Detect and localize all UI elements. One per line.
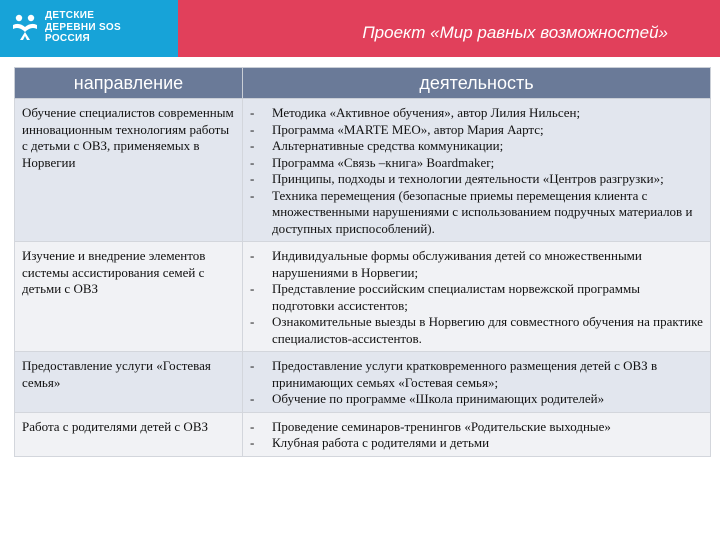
direction-cell <box>15 242 243 352</box>
direction-text: Обучение специалистов современным инновационным технологиям работы с детьми с ОВЗ, применяемых в Норвегии <box>22 105 234 170</box>
direction-cell <box>15 352 243 413</box>
activity-text: Принципы, подходы и технологии деятельности «Центров разгрузки»; <box>272 171 664 186</box>
activity-text: Техника перемещения (безопасные приемы перемещения клиента с множественными нарушениями с использованием подручных материалов и доступных приспособлений). <box>272 187 693 236</box>
activities-cell <box>243 99 711 242</box>
bullet-dash: - <box>250 358 255 373</box>
logo-line: ДЕТСКИЕ <box>45 10 95 21</box>
activity-text: Проведение семинаров-тренингов «Родительские выходные» <box>272 418 611 434</box>
bullet-dash: - <box>250 154 255 170</box>
activity-item <box>250 435 703 452</box>
activity-item <box>250 105 703 122</box>
direction-text: Работа с родителями детей с ОВЗ <box>22 418 209 434</box>
table-row <box>15 242 711 352</box>
bullet-dash: - <box>250 187 255 203</box>
activity-text: Предоставление услуги кратковременного размещения детей с ОВЗ в принимающих семьях «Гостевая семья»; <box>272 358 658 390</box>
activities-cell <box>243 412 711 456</box>
activity-item <box>250 171 703 188</box>
activities-cell <box>243 352 711 413</box>
activity-text: Обучение по программе «Школа принимающих родителей» <box>272 391 605 406</box>
activities-list <box>250 105 703 237</box>
activities-list <box>250 358 703 408</box>
page-title: Проект «Мир равных возможностей» <box>362 23 668 42</box>
sos-logo <box>0 0 178 57</box>
activity-item <box>250 122 703 139</box>
activity-item <box>250 138 703 155</box>
activity-text: Альтернативные средства коммуникации; <box>272 138 504 153</box>
bullet-dash: - <box>250 138 255 153</box>
activities-cell <box>243 242 711 352</box>
activity-item <box>250 248 703 281</box>
bullet-dash: - <box>250 435 255 450</box>
direction-cell <box>15 412 243 456</box>
table-row <box>15 352 711 413</box>
activity-text: Ознакомительные выезды в Норвегию для совместного обучения на практике специалистов-ассистентов. <box>272 314 703 346</box>
activity-text: Методика «Активное обучения», автор Лилия Нильсен; <box>272 105 581 120</box>
column-header-activity: деятельность <box>243 68 711 99</box>
bullet-dash: - <box>250 105 255 120</box>
activities-list <box>250 419 703 452</box>
title-banner <box>178 0 720 57</box>
logo-text <box>45 10 121 45</box>
activity-item <box>250 358 703 391</box>
logo-line: РОССИЯ <box>45 33 90 44</box>
activity-text: Клубная работа с родителями и детьми <box>272 435 490 450</box>
bullet-dash: - <box>250 314 255 329</box>
table-header-row <box>15 68 711 99</box>
bullet-dash: - <box>250 171 255 186</box>
activity-item <box>250 391 703 408</box>
sos-children-icon <box>10 12 40 42</box>
activities-list <box>250 248 703 347</box>
bullet-dash: - <box>250 248 255 263</box>
table-row <box>15 412 711 456</box>
activity-text: Индивидуальные формы обслуживания детей со множественными нарушениями в Норвегии; <box>272 248 642 280</box>
bullet-dash: - <box>250 121 255 137</box>
logo-line: ДЕРЕВНИ SOS <box>45 21 121 33</box>
activity-item <box>250 314 703 347</box>
column-header-direction: направление <box>15 68 243 99</box>
activity-text: Программа «MARTE MEO», автор Мария Аартс; <box>272 121 544 137</box>
activity-item <box>250 419 703 436</box>
table-row <box>15 99 711 242</box>
activity-text: Представление российским специалистам норвежской программы подготовки ассистентов; <box>272 281 640 313</box>
bullet-dash: - <box>250 391 255 406</box>
activity-item <box>250 281 703 314</box>
direction-cell <box>15 99 243 242</box>
bullet-dash: - <box>250 281 255 296</box>
direction-text: Изучение и внедрение элементов системы ассистирования семей с детьми с ОВЗ <box>22 248 206 296</box>
project-table <box>14 67 711 457</box>
activity-item <box>250 188 703 238</box>
bullet-dash: - <box>250 418 255 434</box>
direction-text: Предоставление услуги «Гостевая семья» <box>22 358 211 390</box>
activity-text: Программа «Связь –книга» Boardmaker; <box>272 154 495 170</box>
activity-item <box>250 155 703 172</box>
